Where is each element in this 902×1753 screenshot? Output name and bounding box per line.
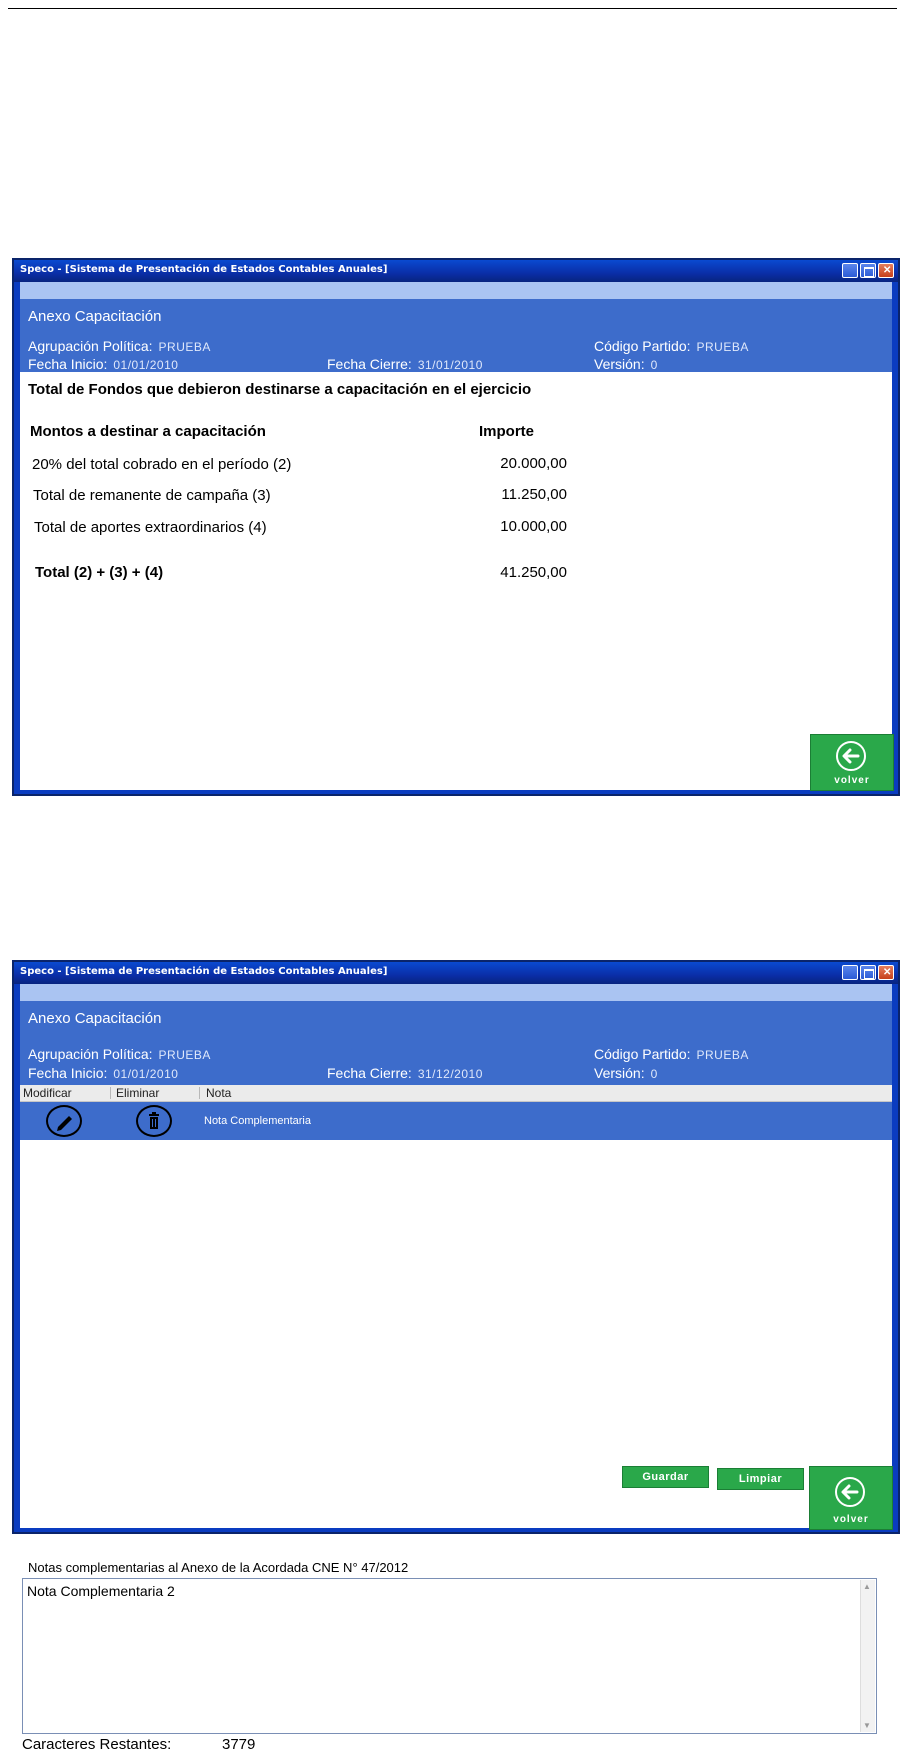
fecha-cierre-value: 31/12/2010 [417,1067,483,1081]
total-label: Total (2) + (3) + (4) [35,564,164,581]
row-value-aportes: 10.000,00 [500,518,567,535]
remaining-chars-label: Caracteres Restantes: [22,1736,172,1753]
agrupacion-label: Agrupación Política: [28,1046,153,1062]
pencil-icon [48,1107,80,1135]
fecha-inicio-label: Fecha Inicio: [28,356,108,372]
page-top-rule [8,8,897,9]
fecha-cierre-label: Fecha Cierre: [327,356,412,372]
window-title: Speco - [Sistema de Presentación de Estados Contables Anuales] [20,966,388,977]
fecha-inicio-value: 01/01/2010 [113,358,179,372]
maximize-button[interactable] [860,965,876,980]
maximize-icon [864,969,874,979]
notes-scrollbar[interactable] [860,1580,875,1732]
info-header [20,1001,892,1085]
minimize-icon: _ [846,268,852,279]
back-arrow-icon [835,1477,865,1507]
version-label: Versión: [594,1065,645,1081]
volver-label: volver [834,775,870,786]
window-frame-right [892,282,898,794]
window-frame-bottom [14,1528,898,1532]
agrupacion-field [28,1046,211,1062]
fecha-cierre-field [327,1065,483,1081]
trash-icon [138,1107,170,1135]
guardar-button[interactable]: Guardar [622,1466,709,1488]
info-header [20,299,892,372]
delete-note-button[interactable] [136,1105,172,1137]
window-controls [842,263,894,278]
window-frame-right [892,984,898,1532]
window-title: Speco - [Sistema de Presentación de Estados Contables Anuales] [20,264,388,275]
column-separator [199,1087,200,1099]
scroll-up-icon[interactable]: ▲ [863,1582,871,1591]
fecha-inicio-field [28,1065,178,1081]
edit-note-button[interactable] [46,1105,82,1137]
notes-textarea[interactable] [22,1578,877,1734]
remaining-chars-value: 3779 [222,1736,256,1753]
menu-strip [20,282,892,299]
fecha-inicio-value: 01/01/2010 [113,1067,179,1081]
close-icon: ✕ [883,967,892,978]
fecha-cierre-label: Fecha Cierre: [327,1065,412,1081]
column-header-amount: Importe [479,423,535,440]
volver-label: volver [833,1514,869,1525]
close-button[interactable] [878,965,894,980]
volver-button[interactable] [809,1466,893,1530]
scroll-down-icon[interactable]: ▼ [863,1721,871,1730]
window-controls [842,965,894,980]
window-anexo-capacitacion-notes [12,960,900,1753]
codigo-partido-field [594,338,749,354]
volver-button[interactable] [810,734,894,791]
fecha-inicio-label: Fecha Inicio: [28,1065,108,1081]
codigo-partido-value: PRUEBA [696,1048,749,1062]
close-button[interactable] [878,263,894,278]
codigo-partido-label: Código Partido: [594,1046,691,1062]
note-text: Nota Complementaria [204,1115,311,1127]
window-anexo-capacitacion-totals [12,258,900,796]
total-value: 41.250,00 [500,564,567,581]
back-arrow-icon [836,741,866,771]
minimize-button[interactable] [842,965,858,980]
window-frame-bottom [14,790,898,794]
page-title: Anexo Capacitación [28,308,162,325]
row-label-remanente: Total de remanente de campaña (3) [33,487,271,504]
version-value: 0 [650,1067,658,1081]
agrupacion-value: PRUEBA [158,340,211,354]
notes-text-value: Nota Complementaria 2 [27,1583,175,1599]
row-label-aportes: Total de aportes extraordinarios (4) [34,519,267,536]
fecha-cierre-field [327,356,483,372]
fecha-inicio-field [28,356,178,372]
column-header-nota[interactable]: Nota [206,1086,232,1100]
minimize-button[interactable] [842,263,858,278]
codigo-partido-field [594,1046,749,1062]
title-bar [14,962,898,984]
version-label: Versión: [594,356,645,372]
agrupacion-label: Agrupación Política: [28,338,153,354]
codigo-partido-label: Código Partido: [594,338,691,354]
agrupacion-field [28,338,211,354]
menu-strip [20,984,892,1001]
column-header-modificar[interactable]: Modificar [23,1086,72,1100]
page-title: Anexo Capacitación [28,1010,162,1027]
column-separator [110,1087,111,1099]
agrupacion-value: PRUEBA [158,1048,211,1062]
row-label-20pct: 20% del total cobrado en el período (2) [32,456,292,473]
row-value-remanente: 11.250,00 [501,486,567,503]
column-header-concept: Montos a destinar a capacitación [30,423,266,440]
notes-label: Notas complementarias al Anexo de la Acordada CNE N° 47/2012 [28,1560,409,1575]
close-icon: ✕ [883,265,892,276]
maximize-icon [864,267,874,277]
maximize-button[interactable] [860,263,876,278]
column-header-eliminar[interactable]: Eliminar [116,1086,160,1100]
section-title: Total de Fondos que debieron destinarse a capacitación en el ejercicio [28,381,532,398]
version-value: 0 [650,358,658,372]
row-value-20pct: 20.000,00 [500,455,567,472]
version-field [594,1065,658,1081]
version-field [594,356,658,372]
minimize-icon: _ [846,970,852,981]
fecha-cierre-value: 31/01/2010 [417,358,483,372]
notes-grid-header [20,1085,892,1102]
table-row[interactable] [20,1102,892,1140]
codigo-partido-value: PRUEBA [696,340,749,354]
title-bar [14,260,898,282]
limpiar-button[interactable]: Limpiar [717,1468,804,1490]
